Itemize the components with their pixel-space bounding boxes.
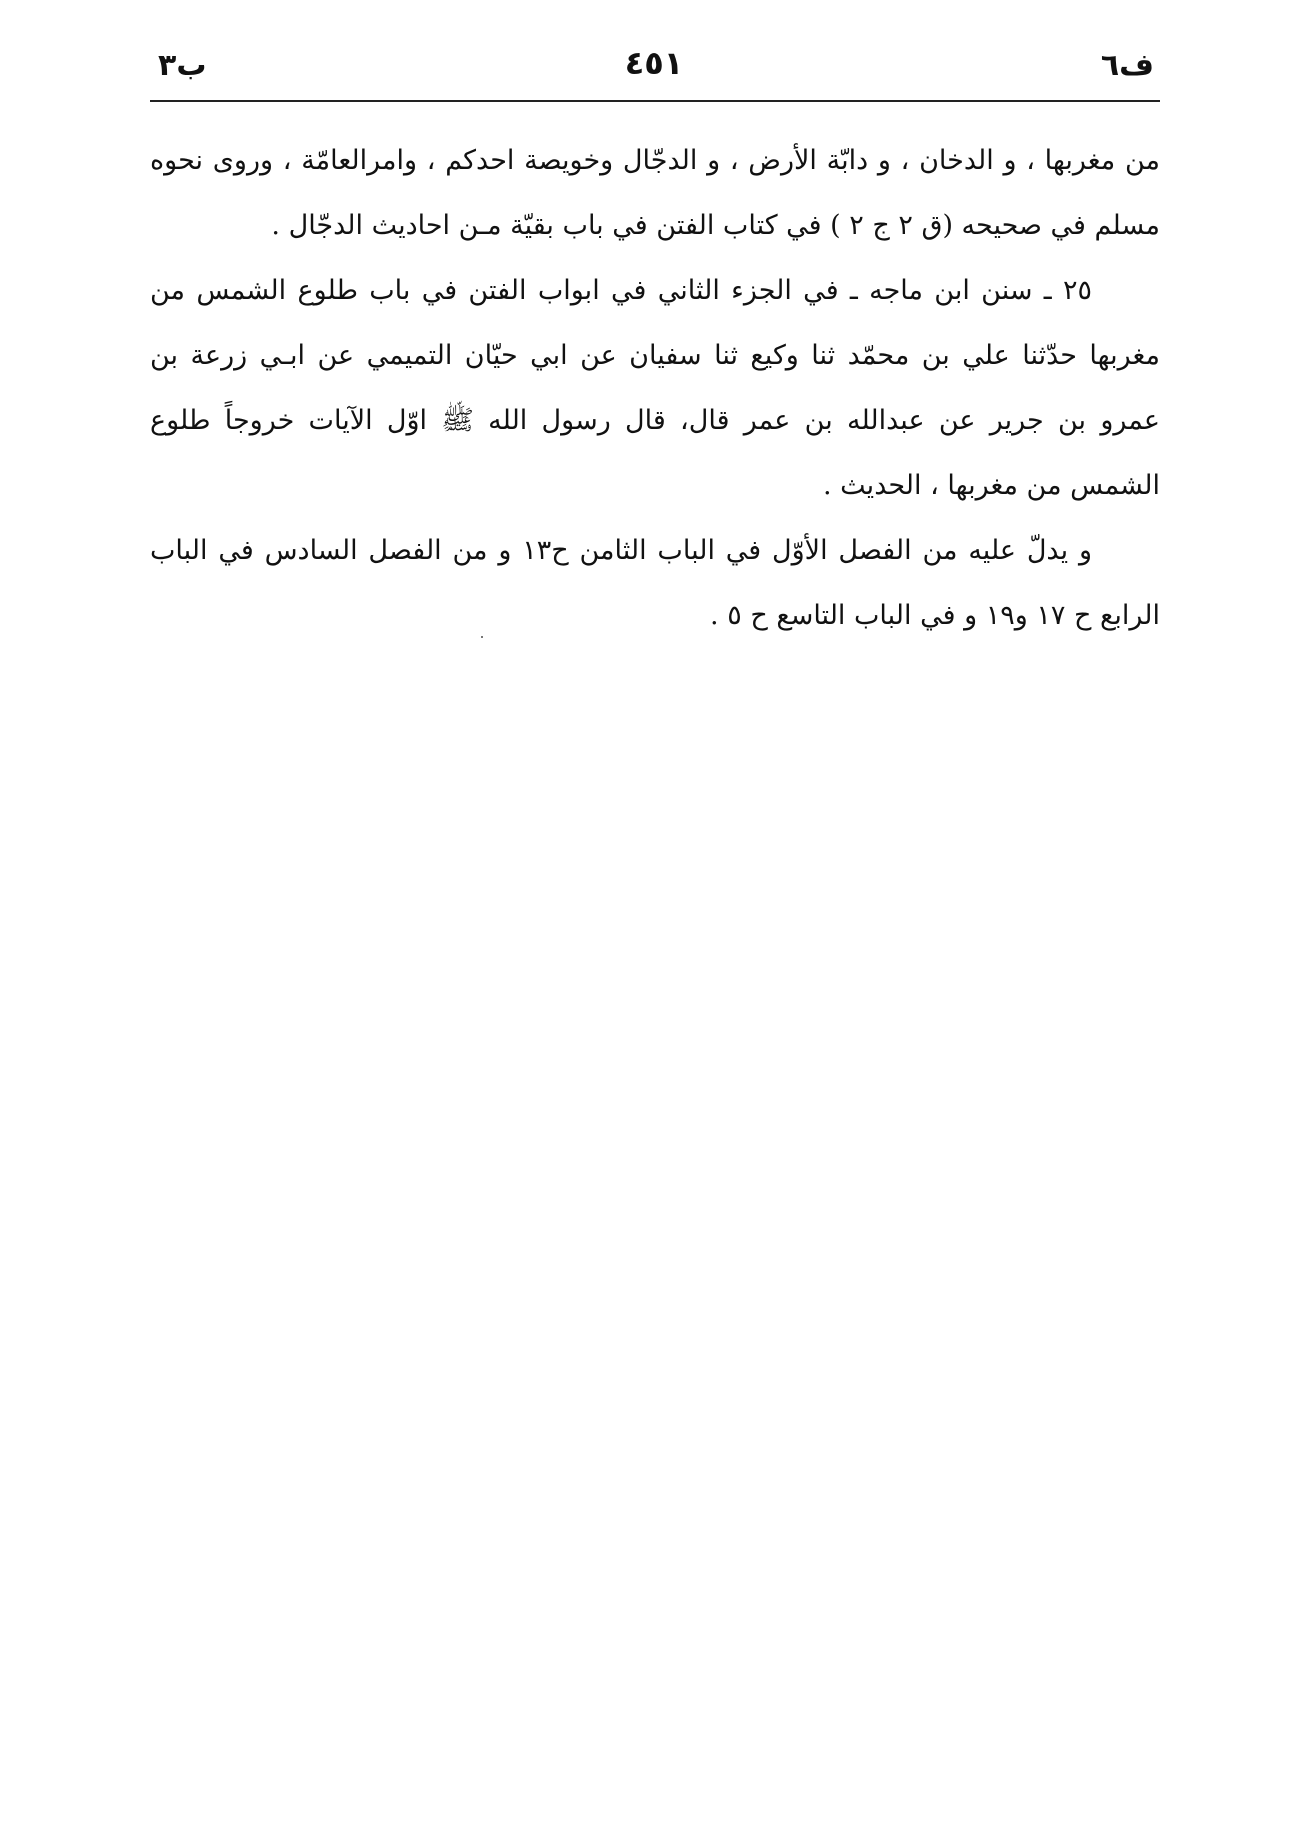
paragraph-cross-reference: و يدلّ عليه من الفصل الأوّل في الباب الثامن ح١٣ و من الفصل السادس في الباب الرابع ح ١٧ و١٩ و في الباب التاسع ح ٥ . <box>150 535 1160 631</box>
body-text <box>150 128 1160 648</box>
paragraph-continuation: من مغربها ، و الدخان ، و دابّة الأرض ، و الدجّال وخويصة احدكم ، وامرالعامّة ، وروى نحوه مسلم في صحيحه (ق ٢ ج ٢ ) في كتاب الفتن في باب بقيّة مـن احاديث الدجّال . <box>150 145 1160 241</box>
page-header <box>148 40 1160 100</box>
chapter-label: ف٦ <box>1100 48 1154 83</box>
page-number: ٤٥١ <box>624 44 684 82</box>
header-divider <box>150 100 1160 102</box>
paragraph-hadith-25: ٢٥ ـ سنن ابن ماجه ـ في الجزء الثاني في ابواب الفتن في باب طلوع الشمس من مغربها حدّثنا علي بن محمّد ثنا وكيع ثنا سفيان عن ابي حيّان التميمي عن ابـي زرعة بن عمرو بن جرير عن عبدالله بن عمر قال، قال رسول الله ﷺ اوّل الآيات خروجاً طلوع الشمس من مغربها ، الحديث . <box>150 275 1160 501</box>
section-label: ب٣ <box>158 48 207 83</box>
scan-speck <box>481 636 483 638</box>
